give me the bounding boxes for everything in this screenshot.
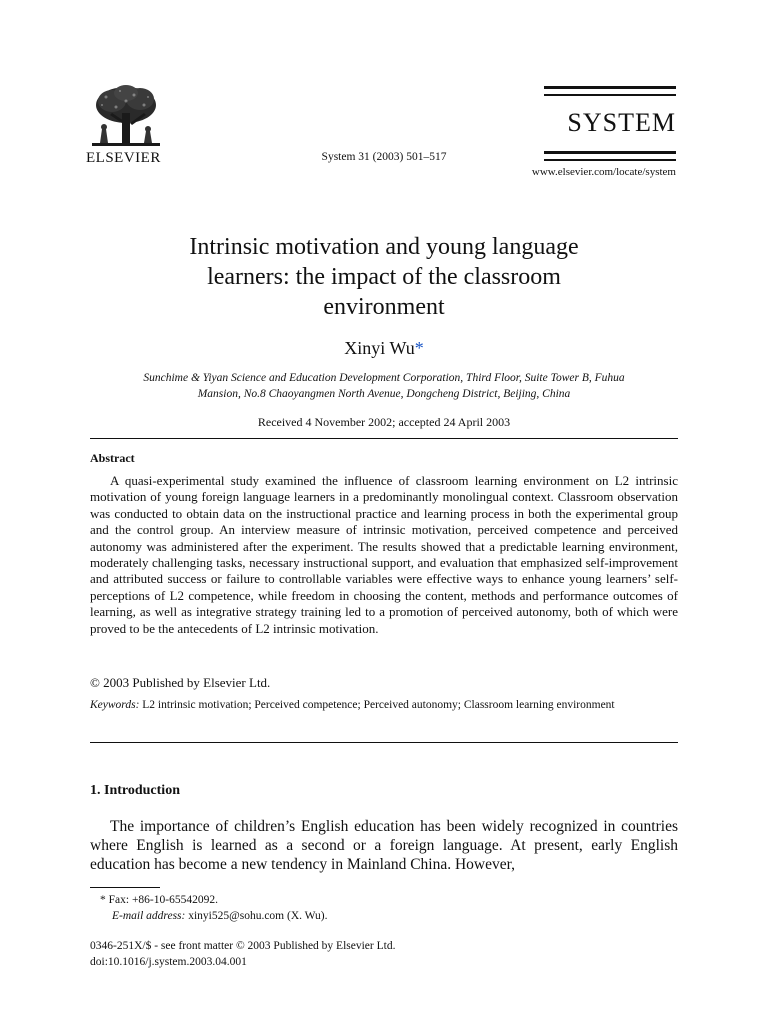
divider-top	[90, 438, 678, 439]
divider-bottom	[90, 742, 678, 743]
journal-name: SYSTEM	[567, 108, 676, 137]
footnote-rule	[90, 887, 160, 888]
author-line	[0, 338, 768, 359]
keywords-list: L2 intrinsic motivation; Perceived competence; Perceived autonomy; Classroom learning environment	[142, 699, 615, 711]
journal-rule-top-2	[544, 94, 676, 96]
email-link[interactable]: xinyi525@sohu.com (X. Wu).	[188, 910, 328, 922]
keywords	[90, 698, 678, 713]
footer-doi-link[interactable]: doi:10.1016/j.system.2003.04.001	[90, 956, 247, 968]
received-dates: Received 4 November 2002; accepted 24 April 2003	[257, 415, 511, 429]
elsevier-tree-logo-icon	[86, 83, 166, 153]
journal-rule-bottom	[544, 151, 676, 154]
introduction-body: The importance of children’s English education has been widely recognized in countries where English is learned as a second or a foreign language. At present, early English education has become a new tendency in Mainland China. However,	[90, 818, 678, 873]
footer-issn: 0346-251X/$ - see front matter © 2003 Published by Elsevier Ltd.	[90, 940, 396, 952]
publisher-name: ELSEVIER	[86, 150, 161, 166]
title-line: learners: the impact of the classroom	[207, 264, 561, 290]
article-title	[90, 232, 678, 322]
journal-url-link[interactable]: www.elsevier.com/locate/system	[531, 166, 676, 178]
journal-reference: System 31 (2003) 501–517	[321, 151, 447, 163]
section-heading-introduction: 1. Introduction	[90, 783, 180, 798]
author-footnote-link[interactable]: *	[414, 338, 424, 358]
footnote-email	[112, 910, 328, 922]
email-label: E-mail address:	[112, 910, 186, 922]
affiliation-line: Mansion, No.8 Chaoyangmen North Avenue, Dongcheng District, Beijing, China	[197, 388, 571, 400]
journal-rule-bottom-2	[544, 159, 676, 161]
affiliation	[90, 370, 678, 402]
affiliation-line: Sunchime & Yiyan Science and Education Development Corporation, Third Floor, Suite Tower B, Fuhua	[143, 372, 625, 384]
abstract-copyright: © 2003 Published by Elsevier Ltd.	[90, 675, 271, 690]
title-line: environment	[323, 294, 445, 320]
author-name: Xinyi Wu	[344, 338, 415, 358]
abstract-body: A quasi-experimental study examined the influence of classroom learning environment on L2 intrinsic motivation of young foreign language learners in a predominantly monolingual context. Classroom observation was conducted to obtain data on the instructional practice and learning process in both the experimental group and the control group. An interview measure of intrinsic motivation, perceived competence and perceived autonomy was administered after the experiment. The results showed that a predictable learning environment, moderately challenging tasks, necessary instructional support, and evaluation that emphasized self-improvement and attributed success or failure to controllable variables were effective ways to enhance young learners’ self-perceptions of L2 competence, while freedom in choosing the content, methods and performance outcomes of learning, as well as integrative strategy training led to a promotion of perceived autonomy, both of which were proved to be the antecedents of L2 intrinsic motivation.	[90, 473, 678, 636]
keywords-label: Keywords:	[90, 699, 140, 711]
title-line: Intrinsic motivation and young language	[189, 234, 579, 260]
abstract-heading: Abstract	[90, 451, 135, 465]
footnote-fax: * Fax: +86-10-65542092.	[100, 894, 218, 906]
journal-rule-top	[544, 86, 676, 89]
